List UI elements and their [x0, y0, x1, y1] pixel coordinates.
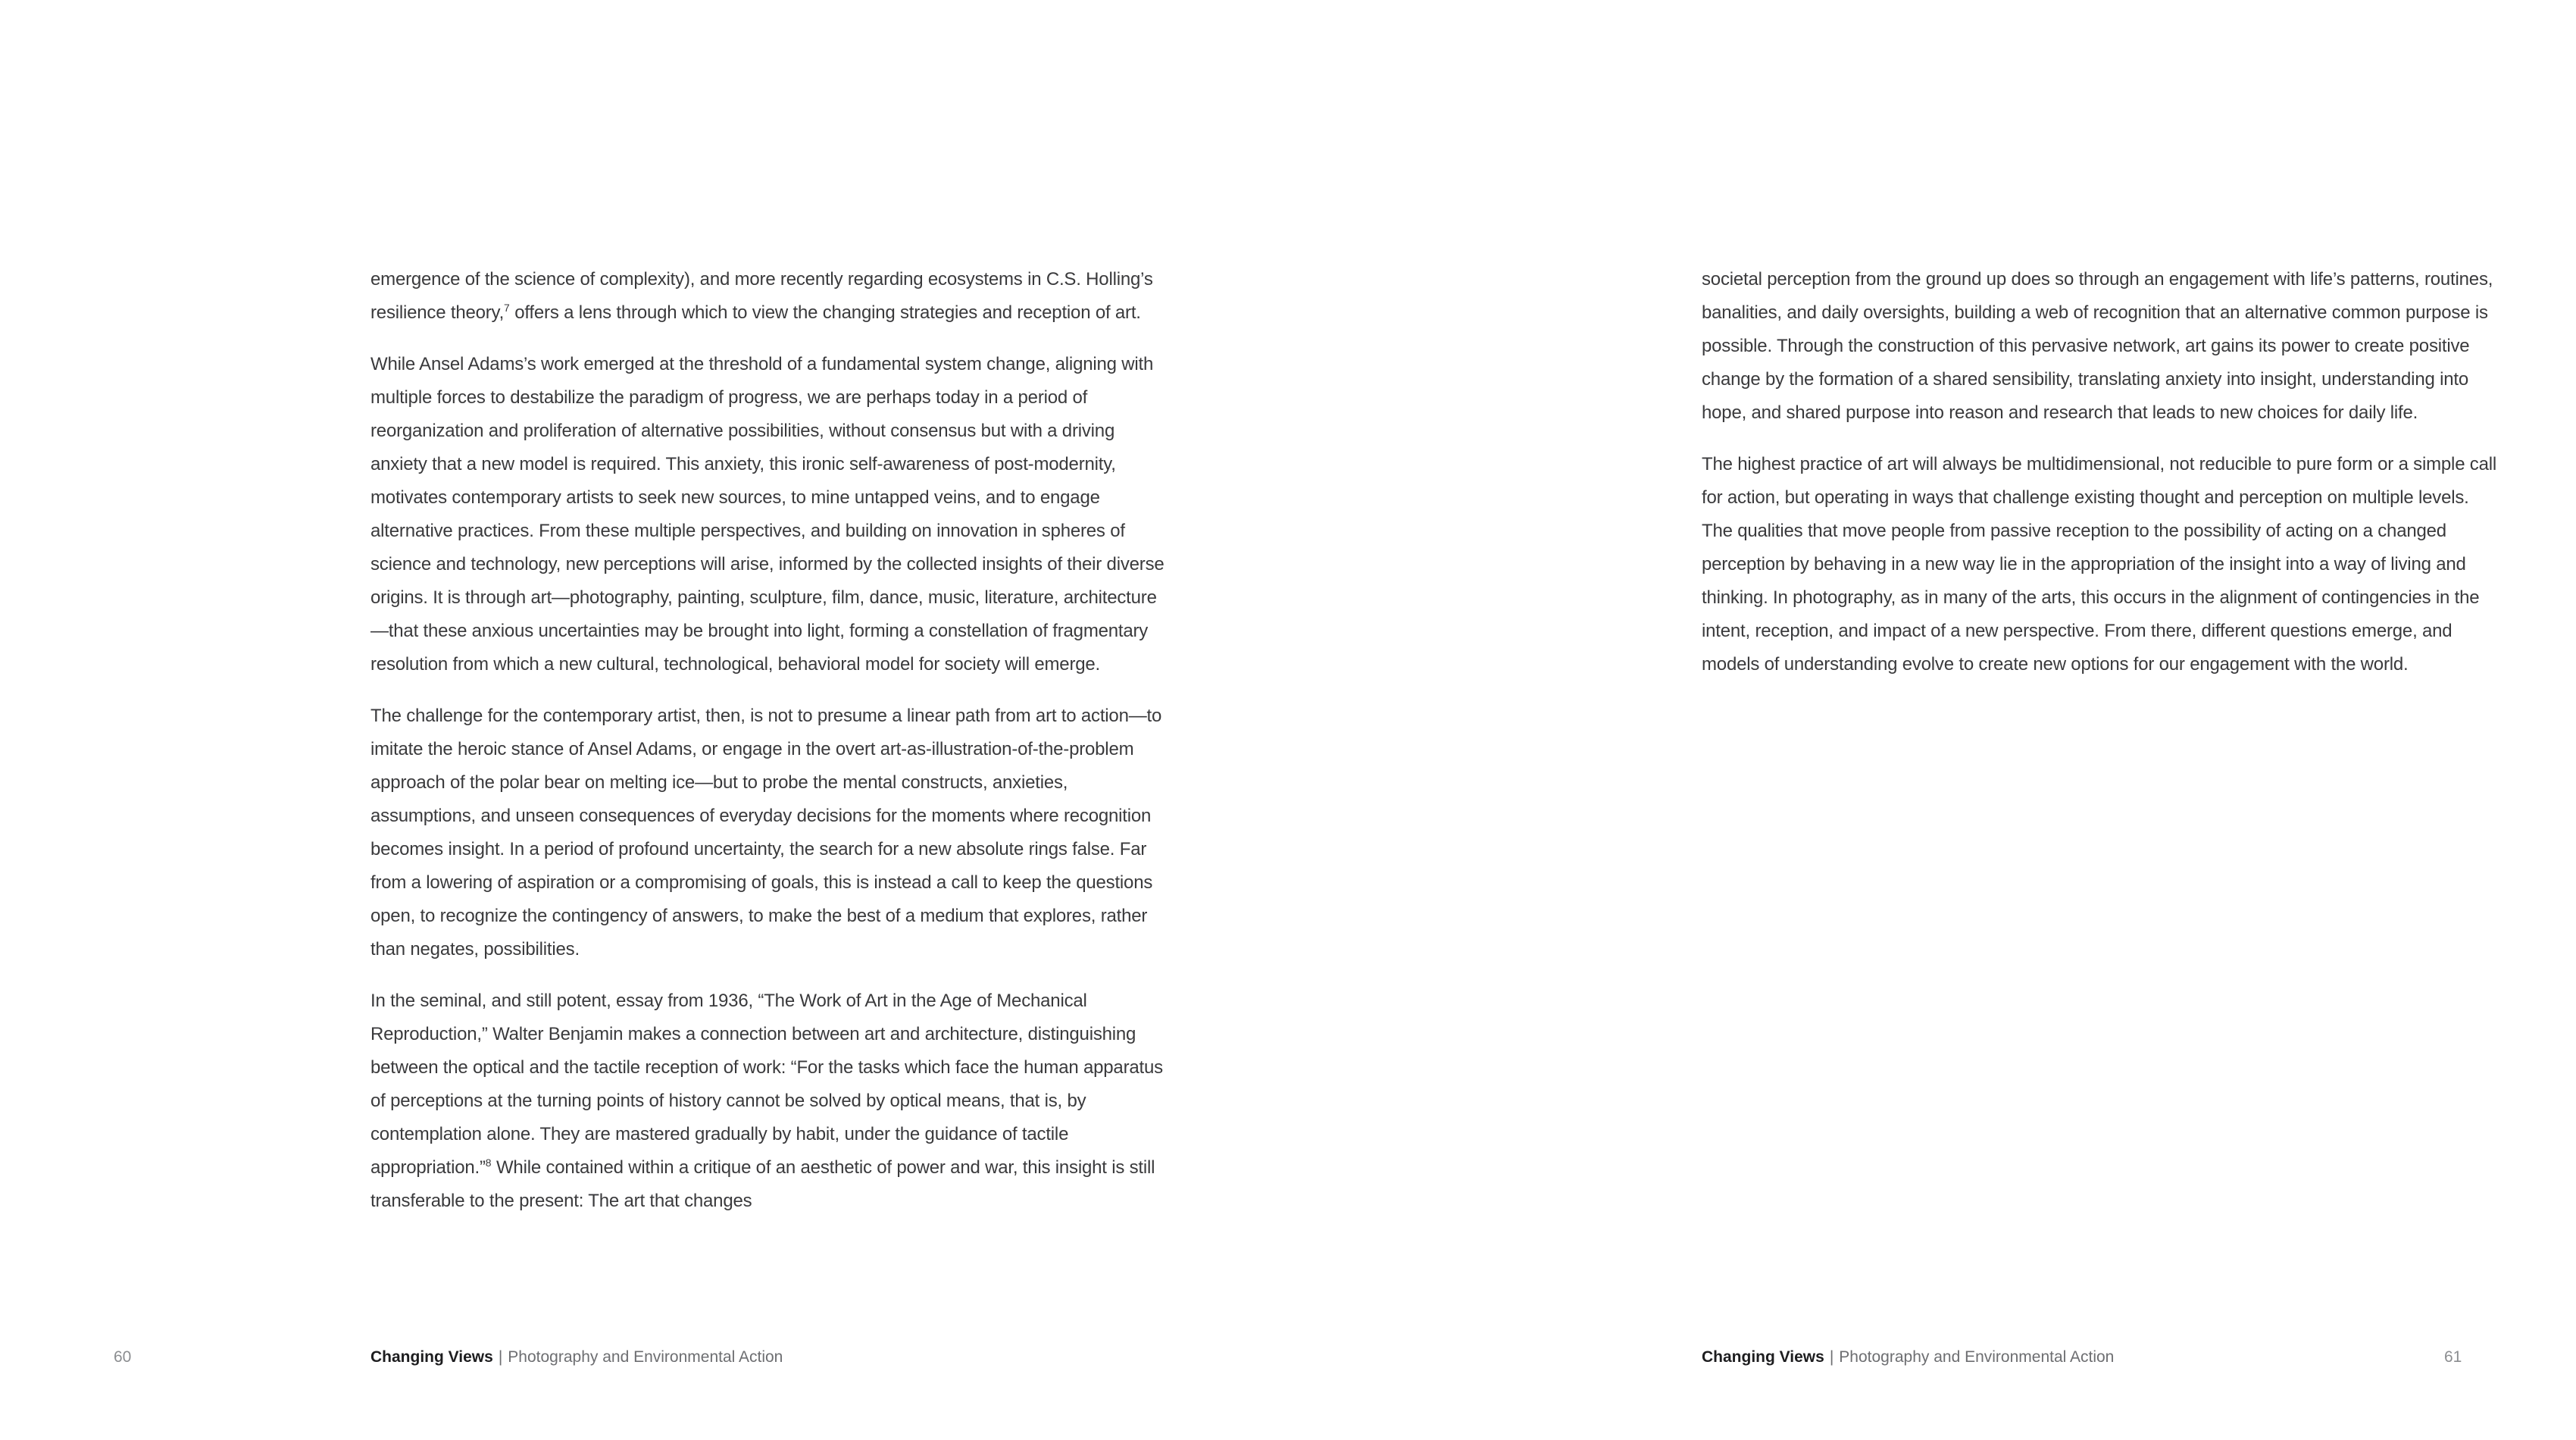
paragraph: The challenge for the contemporary artist, then, is not to presume a linear path from art to action—to imitate the heroic stance of Ansel Adams, or engage in the overt art-as-illustration-of-the-problem approach of the polar bear on melting ice—but to probe the mental constructs, anxieties, assumptions, and unseen consequences of everyday decisions for the moments where recognition becomes insight. In a period of profound uncertainty, the search for a new absolute rings false. Far from a lowering of aspiration or a compromising of goals, this is instead a call to keep the questions open, to recognize the contingency of answers, to make the best of a medium that explores, rather than negates, possibilities. [370, 706, 1162, 959]
running-head-title: Changing Views [370, 1348, 493, 1366]
page-left-body-text [370, 263, 1165, 1218]
page-number-right: 61 [2444, 1348, 2462, 1366]
paragraph: societal perception from the ground up does so through an engagement with life’s patterns, routines, banalities, and daily oversights, building a web of recognition that an alternative common purpose is possible. Through the construction of this pervasive network, art gains its power to create positive change by the formation of a shared sensibility, translating anxiety into insight, understanding into hope, and shared purpose into reason and research that leads to new choices for daily life. [1702, 269, 2493, 423]
running-head-separator: | [498, 1348, 503, 1366]
running-head-left [370, 1348, 783, 1367]
page-right-body-text [1702, 263, 2500, 681]
paragraph: The highest practice of art will always be multidimensional, not reducible to pure form or a simple call for action, but operating in ways that challenge existing thought and perception on multiple levels. The qualities that move people from passive reception to the possibility of acting on a changed perception by behaving in a new way lie in the appropriation of the insight into a way of living and thinking. In photography, as in many of the arts, this occurs in the alignment of contingencies in the intent, reception, and impact of a new perspective. From there, different questions emerge, and models of understanding evolve to create new options for our engagement with the world. [1702, 454, 2497, 675]
running-head-title: Changing Views [1702, 1348, 1824, 1366]
running-head-separator: | [1829, 1348, 1834, 1366]
footnote-reference: 8 [485, 1157, 492, 1169]
running-head-subtitle: Photography and Environmental Action [508, 1348, 783, 1366]
paragraph: While Ansel Adams’s work emerged at the threshold of a fundamental system change, aligning with multiple forces to destabilize the paradigm of progress, we are perhaps today in a period of reorganization and proliferation of alternative possibilities, without consensus but with a driving anxiety that a new model is required. This anxiety, this ironic self-awareness of post-modernity, motivates contemporary artists to seek new sources, to mine untapped veins, and to engage alternative practices. From these multiple perspectives, and building on innovation in spheres of science and technology, new perceptions will arise, informed by the collected insights of their diverse origins. It is through art—photography, painting, sculpture, film, dance, music, literature, architecture—that these anxious uncertainties may be brought into light, forming a constellation of fragmentary resolution from which a new cultural, technological, behavioral model for society will emerge. [370, 354, 1165, 675]
paragraph: In the seminal, and still potent, essay from 1936, “The Work of Art in the Age of Mechanical Reproduction,” Walter Benjamin makes a connection between art and architecture, distinguishing between the optical and the tactile reception of work: “For the tasks which face the human apparatus of perceptions at the turning points of history cannot be solved by optical means, that is, by contemplation alone. They are mastered gradually by habit, under the guidance of tactile appropriation.”$^8$ While contained within a critique of an aesthetic of power and war, this insight is still transferable to the present: The art that changes [370, 991, 1163, 1211]
paragraph: emergence of the science of complexity), and more recently regarding ecosystems in C.S. Holling’s resilience theory,$^7$ offers a lens through which to view the changing strategies and reception of art. [370, 269, 1153, 323]
running-head-right [1702, 1348, 2114, 1367]
footnote-reference: 7 [504, 302, 510, 314]
running-head-subtitle: Photography and Environmental Action [1839, 1348, 2115, 1366]
page-number-left: 60 [114, 1348, 132, 1366]
